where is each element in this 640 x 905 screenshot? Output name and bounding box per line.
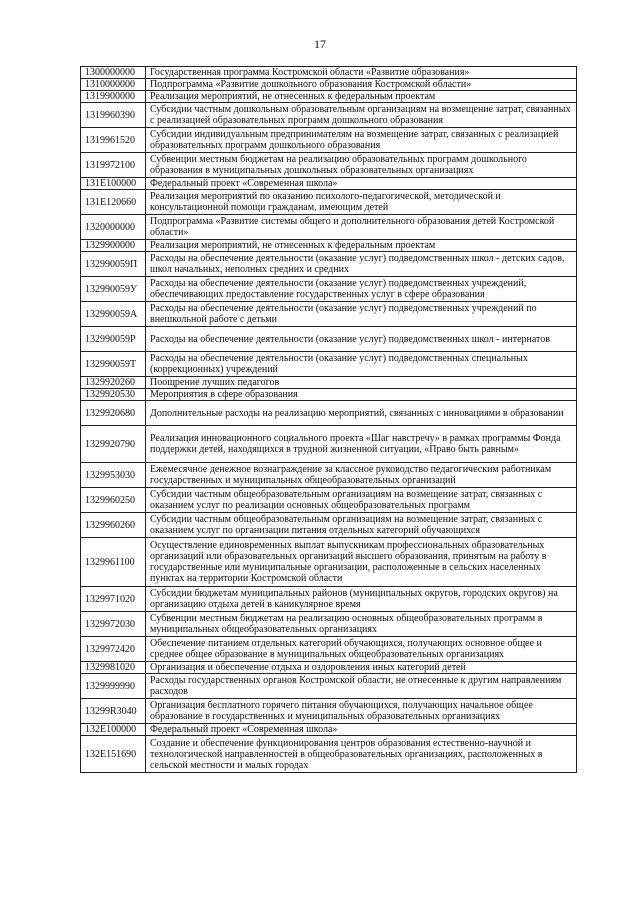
code-cell: 1319960390 [81,103,146,128]
table-row [81,662,577,674]
description-cell: Субсидии частным общеобразовательным организациям на возмещение затрат, связанных с оказанием услуг по реализации основных общеобразовательных программ [146,488,577,513]
table-row [81,389,577,401]
code-cell: 132990059П [81,252,146,277]
code-cell: 132990059Р [81,327,146,352]
code-cell: 1319961520 [81,128,146,153]
table-row [81,277,577,302]
code-cell: 1320000000 [81,215,146,240]
code-cell: 132E100000 [81,724,146,736]
description-cell: Мероприятия в сфере образования [146,389,577,401]
description-cell: Реализация мероприятий по оказанию психолого-педагогической, методической и консультационной помощи гражданам, имеющим детей [146,190,577,215]
description-cell: Государственная программа Костромской области «Развитие образования» [146,67,577,79]
description-cell: Федеральный проект «Современная школа» [146,178,577,190]
code-cell: 1329999990 [81,674,146,699]
code-cell: 1329920680 [81,401,146,426]
code-cell: 1310000000 [81,79,146,91]
code-cell: 1329920790 [81,426,146,463]
table-row [81,178,577,190]
table-row [81,674,577,699]
table-row [81,401,577,426]
code-cell: 132E151690 [81,736,146,773]
table-row [81,215,577,240]
code-cell: 1329920260 [81,377,146,389]
code-cell: 1319900000 [81,91,146,103]
code-cell: 1329960260 [81,513,146,538]
description-cell: Подпрограмма «Развитие дошкольного образования Костромской области» [146,79,577,91]
description-cell: Расходы государственных органов Костромской области, не отнесенные к другим направлениям расходов [146,674,577,699]
table-row [81,103,577,128]
table-row [81,190,577,215]
code-cell: 1329961100 [81,538,146,587]
table-row [81,128,577,153]
description-cell: Расходы на обеспечение деятельности (оказание услуг) подведомственных школ - интернатов [146,327,577,352]
description-cell: Расходы на обеспечение деятельности (оказание услуг) подведомственных школ - детских садов, школ начальных, неполных средних и средних [146,252,577,277]
description-cell: Организация и обеспечение отдыха и оздоровления иных категорий детей [146,662,577,674]
description-cell: Обеспечение питанием отдельных категорий обучающихся, получающих основное общее и среднее общее образование в муниципальных общеобразовательных организациях [146,637,577,662]
code-cell: 132990059А [81,302,146,327]
table-row [81,538,577,587]
code-cell: 13299R3040 [81,699,146,724]
description-cell: Осуществление единовременных выплат выпускникам профессиональных образовательных организаций или образовательных организаций высшего образования, принятым на работу в государственные или муниципальные организации, расположенные в сельских населенных пунктах на территории Костромской области [146,538,577,587]
code-cell: 132990059Т [81,352,146,377]
code-cell: 132990059У [81,277,146,302]
description-cell: Федеральный проект «Современная школа» [146,724,577,736]
description-cell: Субсидии индивидуальным предпринимателям на возмещение затрат, связанных с реализацией образовательных программ дошкольного образования [146,128,577,153]
description-cell: Расходы на обеспечение деятельности (оказание услуг) подведомственных учреждений по внешкольной работе с детьми [146,302,577,327]
table-row [81,240,577,252]
page-number: 17 [314,37,326,51]
table-row [81,79,577,91]
description-cell: Субвенции местным бюджетам на реализацию основных общеобразовательных программ в муниципальных общеобразовательных организациях [146,612,577,637]
table-row [81,252,577,277]
table-row [81,724,577,736]
table-row [81,587,577,612]
table-row [81,463,577,488]
table-row [81,302,577,327]
description-cell: Организация бесплатного горячего питания обучающихся, получающих начальное общее образование в государственных и муниципальных образовательных организациях [146,699,577,724]
table-row [81,637,577,662]
description-cell: Создание и обеспечение функционирования центров образования естественно-научной и технологической направленностей в общеобразовательных организациях, расположенных в сельской местности и малых городах [146,736,577,773]
code-cell: 1329900000 [81,240,146,252]
description-cell: Ежемесячное денежное вознаграждение за классное руководство педагогическим работникам государственных и муниципальных общеобразовательных организаций [146,463,577,488]
table-row [81,352,577,377]
code-cell: 1329972030 [81,612,146,637]
code-cell: 1329971020 [81,587,146,612]
description-cell: Реализация мероприятий, не отнесенных к федеральным проектам [146,240,577,252]
description-cell: Реализация инновационного социального проекта «Шаг навстречу» в рамках программы Фонда поддержки детей, находящихся в трудной жизненной ситуации, «Право быть равным» [146,426,577,463]
description-cell: Реализация мероприятий, не отнесенных к федеральным проектам [146,91,577,103]
code-cell: 1300000000 [81,67,146,79]
code-cell: 1329981020 [81,662,146,674]
table-row [81,67,577,79]
table-row [81,153,577,178]
description-cell: Субсидии частным дошкольным образовательным организациям на возмещение затрат, связанных с реализацией образовательных программ дошкольного образования [146,103,577,128]
description-cell: Субсидии бюджетам муниципальных районов (муниципальных округов, городских округов) на организацию отдыха детей в каникулярное время [146,587,577,612]
table-row [81,612,577,637]
description-cell: Расходы на обеспечение деятельности (оказание услуг) подведомственных специальных (коррекционных) учреждений [146,352,577,377]
description-cell: Дополнительные расходы на реализацию мероприятий, связанных с инновациями в образовании [146,401,577,426]
budget-classification-table [80,66,577,773]
code-cell: 131E100000 [81,178,146,190]
table-row [81,513,577,538]
code-cell: 1329953030 [81,463,146,488]
description-cell: Расходы на обеспечение деятельности (оказание услуг) подведомственных учреждений, обеспечивающих предоставление государственных услуг в сфере образования [146,277,577,302]
table-row [81,91,577,103]
code-cell: 131E120660 [81,190,146,215]
description-cell: Подпрограмма «Развитие системы общего и дополнительного образования детей Костромской области» [146,215,577,240]
code-cell: 1319972100 [81,153,146,178]
description-cell: Поощрение лучших педагогов [146,377,577,389]
description-cell: Субсидии частным общеобразовательным организациям на возмещение затрат, связанных с оказанием услуг по организации питания отдельных категорий обучающихся [146,513,577,538]
table-row [81,699,577,724]
table-row [81,426,577,463]
table-row [81,377,577,389]
table-row [81,736,577,773]
table-row [81,488,577,513]
table-row [81,327,577,352]
code-cell: 1329972420 [81,637,146,662]
code-cell: 1329960250 [81,488,146,513]
code-cell: 1329920530 [81,389,146,401]
description-cell: Субвенции местным бюджетам на реализацию образовательных программ дошкольного образования в муниципальных дошкольных образовательных организациях [146,153,577,178]
